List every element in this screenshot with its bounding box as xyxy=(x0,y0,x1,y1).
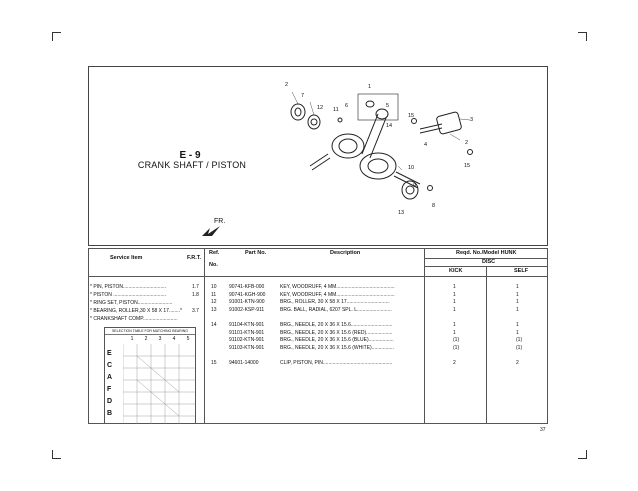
callout-number: 13 xyxy=(398,210,405,216)
service-item-frt: 1.8 xyxy=(192,292,199,298)
description-header: Description xyxy=(330,250,361,256)
part-number: 94601-14000 xyxy=(229,360,259,366)
crank-web-right xyxy=(360,153,396,179)
qty-kick: 2 xyxy=(453,360,456,366)
qty-kick: 1 xyxy=(453,299,456,306)
table-rule xyxy=(424,258,548,259)
qty-kick: 1 xyxy=(453,284,456,290)
frt-header: F.R.T. xyxy=(187,255,202,261)
callout-number: 4 xyxy=(424,142,428,148)
service-item-header: Service Item xyxy=(110,255,143,261)
qty-self: 1 xyxy=(516,329,519,336)
bearing-selection-table xyxy=(104,327,196,424)
part-description: BRG., NEEDLE, 20 X 36 X 15.6.............................. xyxy=(280,322,393,328)
service-item-frt: 3.7 xyxy=(192,308,199,314)
crop-mark xyxy=(52,32,61,41)
col-label: 1 xyxy=(130,336,134,342)
table-rule xyxy=(88,276,548,277)
selection-grid xyxy=(123,344,195,424)
section-title: CRANK SHAFT / PISTON xyxy=(137,160,247,170)
callout-number: 5 xyxy=(386,103,390,109)
self-header: SELF xyxy=(514,268,529,274)
part-ref: 15 xyxy=(211,360,217,366)
part-number: 91002-KSP-911 xyxy=(229,306,265,313)
selection-table-title: SELECTION TABLE FOR MATCHING BEARING xyxy=(105,328,195,335)
page-number: 37 xyxy=(540,427,546,433)
service-item: * PIN, PISTON............................... xyxy=(90,284,167,290)
row-label: B xyxy=(107,410,113,417)
part-ref: 12 xyxy=(211,299,217,306)
callout-number: 2 xyxy=(285,82,289,88)
qty-kick: 1 xyxy=(453,329,456,336)
service-item: * RING SET, PISTON......................... xyxy=(90,300,173,306)
callout-number: 9 xyxy=(413,183,417,189)
qty-self: 1 xyxy=(516,299,519,306)
part-no-header: Part No. xyxy=(245,250,267,256)
callout-number: 10 xyxy=(408,165,415,171)
callout-number: 11 xyxy=(333,107,339,113)
part-description: BRG. BALL, RADIAL, 6207 SPL. L......................... xyxy=(280,306,392,313)
disc-header: DISC xyxy=(482,259,496,265)
callout-number: 7 xyxy=(301,93,305,99)
front-direction-label: FR. xyxy=(214,218,226,225)
col-label: 2 xyxy=(144,336,148,342)
callout-number: 12 xyxy=(317,105,324,111)
part-number: 90741-KGH-900 xyxy=(229,291,266,298)
part-ref: 14 xyxy=(211,322,217,328)
part-number: 91104-KTN-901 xyxy=(229,322,265,328)
qty-kick: (1) xyxy=(453,337,460,344)
callout-number: 15 xyxy=(464,163,471,169)
crop-mark xyxy=(52,450,61,459)
qty-kick: (1) xyxy=(453,344,460,351)
qty-self: 1 xyxy=(516,284,519,290)
ref-header: Ref. xyxy=(209,250,220,256)
callout-number: 2 xyxy=(465,140,469,146)
service-item: * CRANKSHAFT COMP......................... xyxy=(90,316,178,322)
selection-table-cols xyxy=(125,336,195,344)
qty-kick: 1 xyxy=(453,291,456,298)
callout-number: 1 xyxy=(368,84,372,90)
part-ref: 11 xyxy=(211,291,217,298)
part-number: 91101-KTN-901 xyxy=(229,329,265,336)
qty-self: 2 xyxy=(516,360,519,366)
part-description: CLIP, PISTON, PIN.................................................. xyxy=(280,360,393,366)
row-label: D xyxy=(107,398,113,405)
part-number: 91102-KTN-901 xyxy=(229,337,265,344)
qty-self: 1 xyxy=(516,306,519,313)
qty-self: (1) xyxy=(516,344,523,351)
col-label: 5 xyxy=(186,336,190,342)
qty-self: 1 xyxy=(516,322,519,328)
qty-kick: 1 xyxy=(453,306,456,313)
table-rule xyxy=(88,248,89,424)
part-description: KEY, WOODRUFF, 4 MM.......................................... xyxy=(280,291,395,298)
kick-header: KICK xyxy=(449,268,463,274)
row-label: C xyxy=(107,362,113,369)
part-description: BRG., NEEDLE, 20 X 36 X 15.6 (WHITE)................ xyxy=(280,344,394,351)
qty-kick: 1 xyxy=(453,322,456,328)
part-ref: 10 xyxy=(211,284,217,290)
reqd-header: Reqd. No./Model HUNK xyxy=(456,250,517,256)
callout-number: 15 xyxy=(408,113,415,119)
service-item-frt: 1.7 xyxy=(192,284,199,290)
part-ref: 13 xyxy=(211,306,217,313)
part-number: 90741-KFB-000 xyxy=(229,284,265,290)
service-item: * BEARING, ROLLER,30 X 58 X 17........* xyxy=(90,308,182,314)
col-label: 3 xyxy=(158,336,162,342)
part-description: BRG., NEEDLE, 20 X 36 X 15.6 (RED)................... xyxy=(280,329,393,336)
part-number: 91001-KTN-900 xyxy=(229,299,265,306)
service-item: * PISTON ...................................... xyxy=(90,292,167,298)
crop-mark xyxy=(578,450,587,459)
piston xyxy=(436,111,462,134)
col-label: 4 xyxy=(172,336,176,342)
table-rule xyxy=(424,248,425,424)
no-header: No. xyxy=(209,262,218,268)
callout-number: 14 xyxy=(386,123,393,129)
row-label: A xyxy=(107,374,113,381)
table-rule xyxy=(204,248,205,424)
section-code: E - 9 xyxy=(179,150,201,161)
crank-web-left xyxy=(332,134,364,158)
callout-number: 3 xyxy=(470,117,474,123)
part-number: 91103-KTN-901 xyxy=(229,344,265,351)
part-description: BRG., ROLLER, 30 X 58 X 17............................... xyxy=(280,299,390,306)
callout-number: 6 xyxy=(345,103,349,109)
callout-number: 8 xyxy=(432,203,436,209)
crop-mark xyxy=(578,32,587,41)
part-description: BRG., NEEDLE, 20 X 36 X 15.6 (BLUE).................. xyxy=(280,337,394,344)
qty-self: 1 xyxy=(516,291,519,298)
table-rule xyxy=(88,248,548,249)
row-label: E xyxy=(107,350,112,357)
qty-self: (1) xyxy=(516,337,523,344)
bearing-left xyxy=(291,104,305,120)
table-rule xyxy=(547,248,548,424)
row-label: F xyxy=(107,386,112,393)
part-description: KEY, WOODRUFF, 4 MM.......................................... xyxy=(280,284,395,290)
table-rule xyxy=(486,266,487,424)
